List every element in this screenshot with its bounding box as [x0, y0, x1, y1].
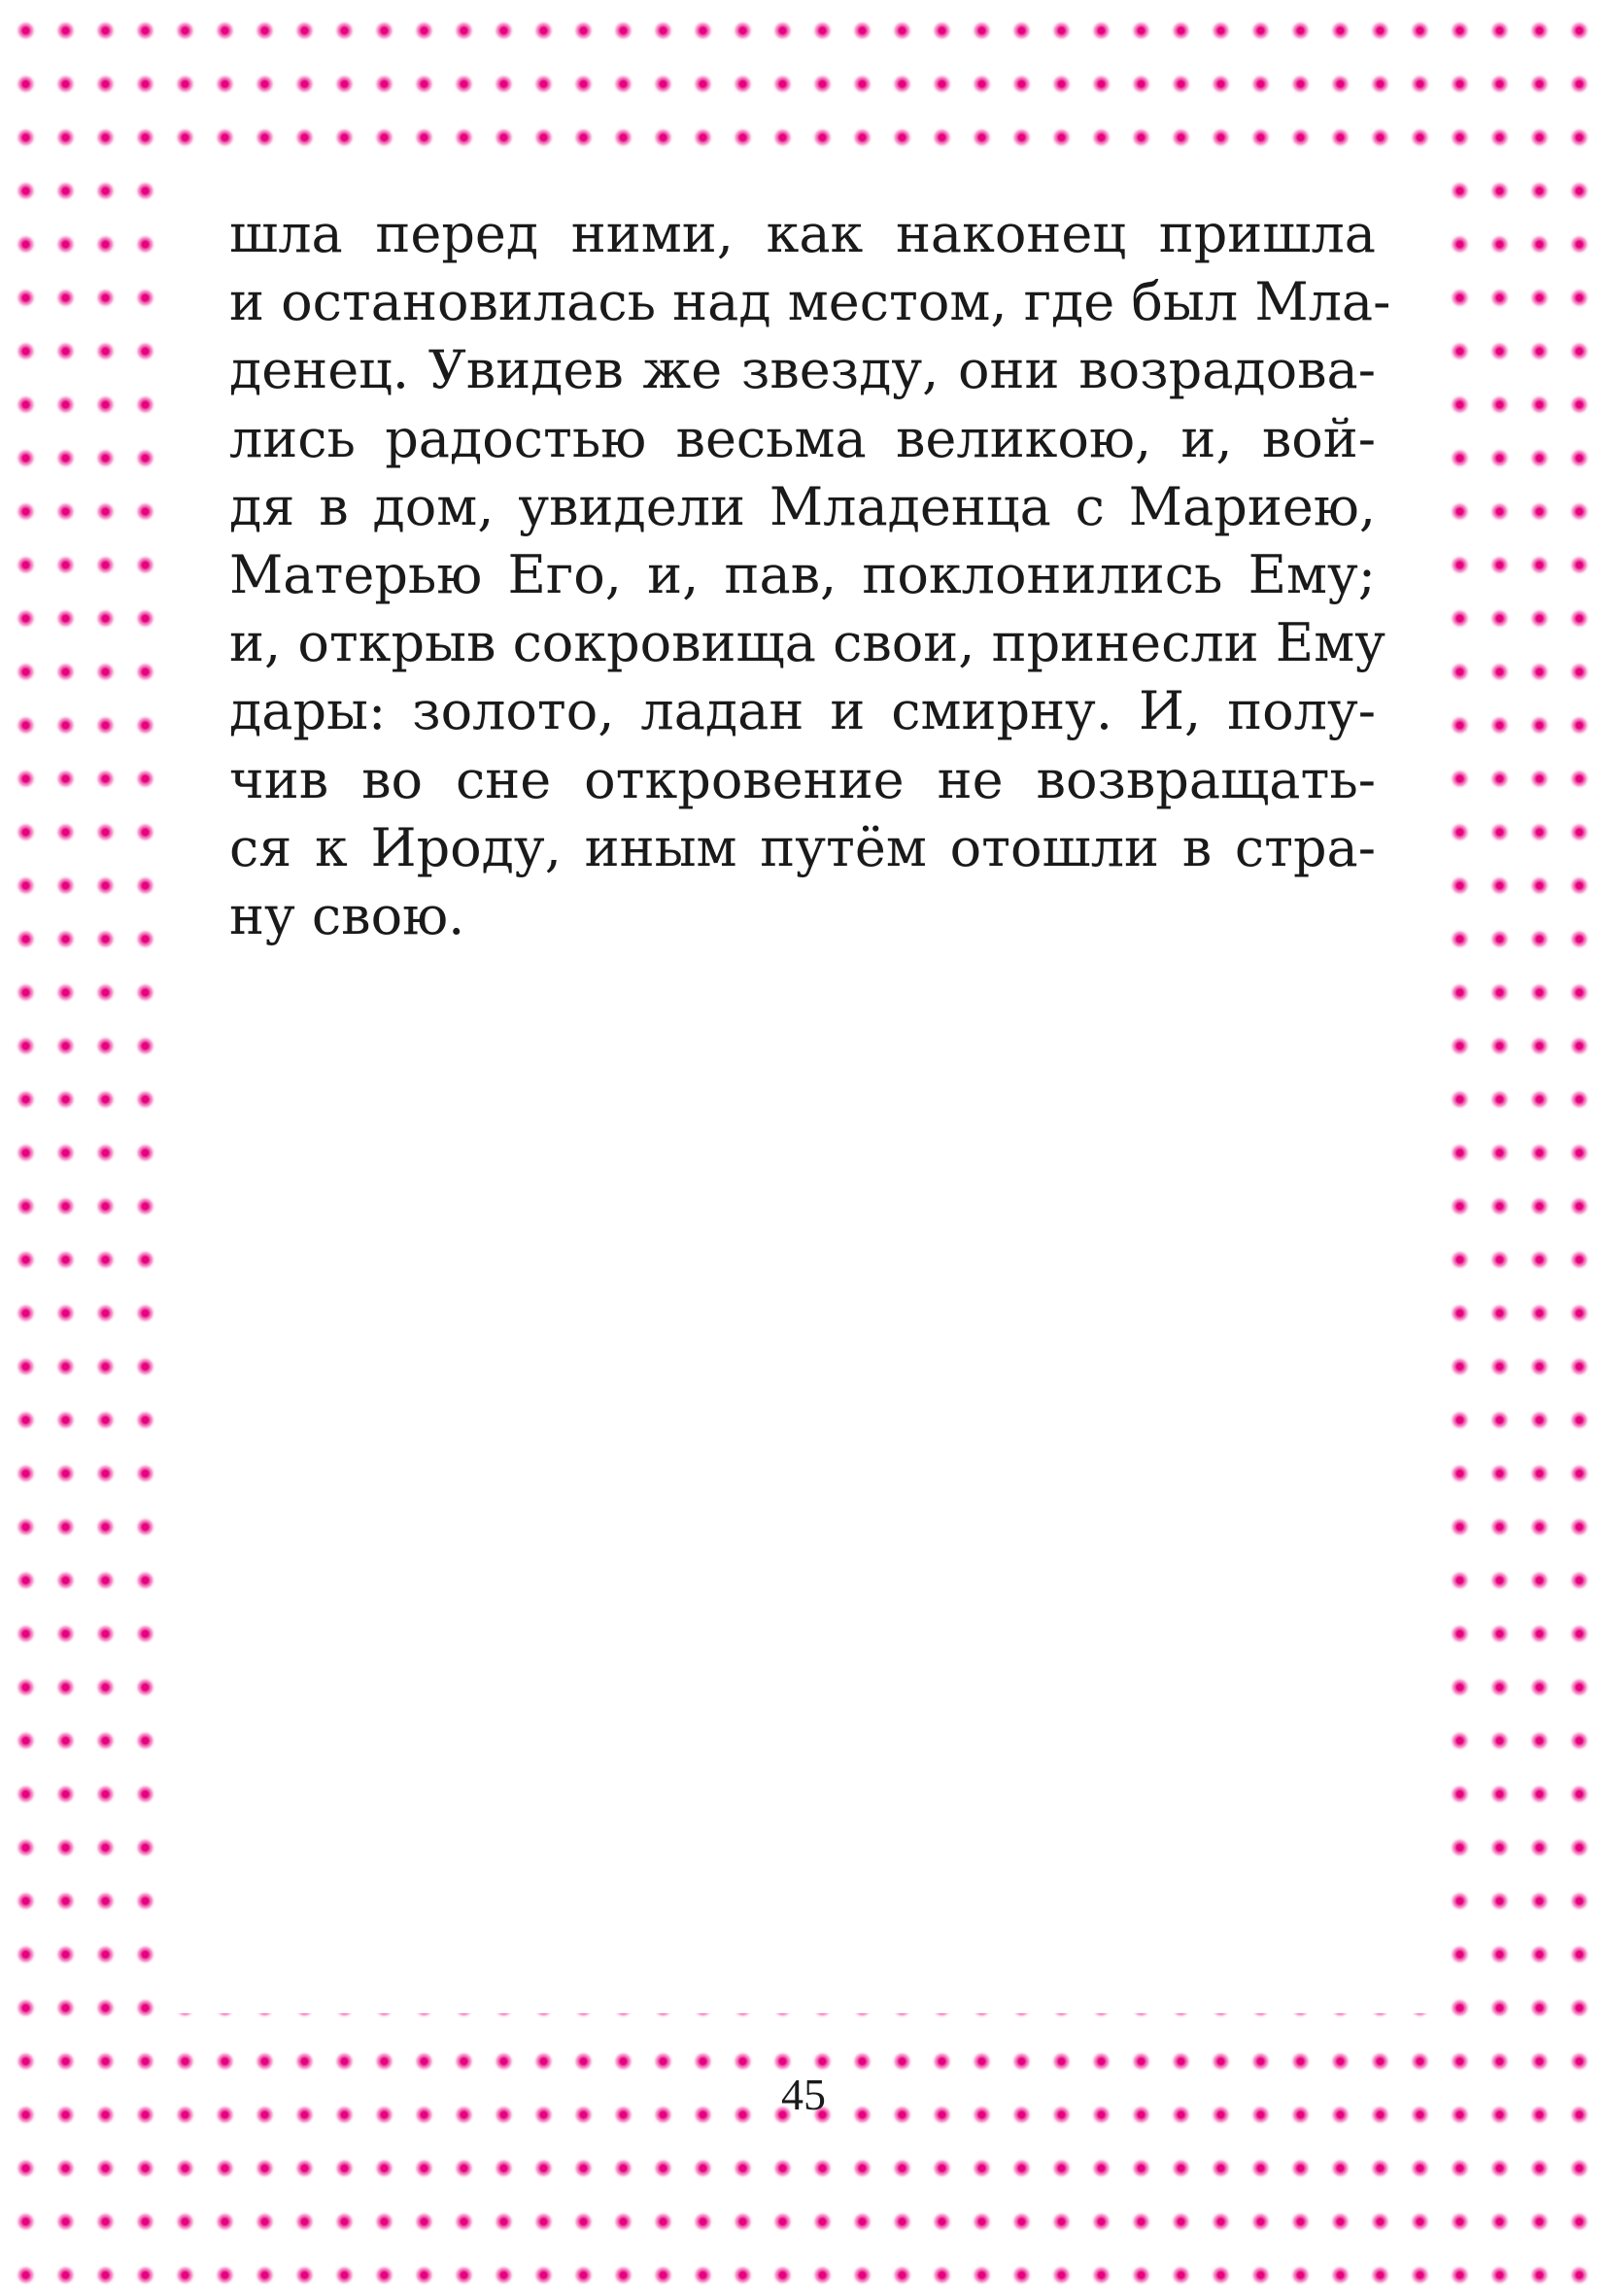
text-line: шла перед ними, как наконец пришла: [229, 203, 1376, 264]
body-text: [229, 200, 1391, 950]
text-line: ся к Ироду, иным путём отошли в стра-: [229, 816, 1376, 878]
text-line: ну свою.: [229, 885, 465, 947]
text-line: чив во сне откровение не возвращать-: [229, 748, 1376, 810]
page-number: 45: [781, 2070, 826, 2119]
text-line: денец. Увидев же звезду, они возрадова-: [229, 339, 1376, 401]
text-line: дары: золото, ладан и смирну. И, полу-: [229, 680, 1376, 742]
text-line: дя в дом, увидели Младенца с Мариею,: [229, 475, 1376, 537]
text-line: лись радостью весьма великою, и, вой-: [229, 407, 1376, 469]
text-line: и остановилась над местом, где был Мла-: [229, 271, 1391, 333]
text-line: и, открыв сокровища свои, принесли Ему: [229, 612, 1385, 674]
text-line: Матерью Его, и, пав, поклонились Ему;: [229, 544, 1376, 606]
